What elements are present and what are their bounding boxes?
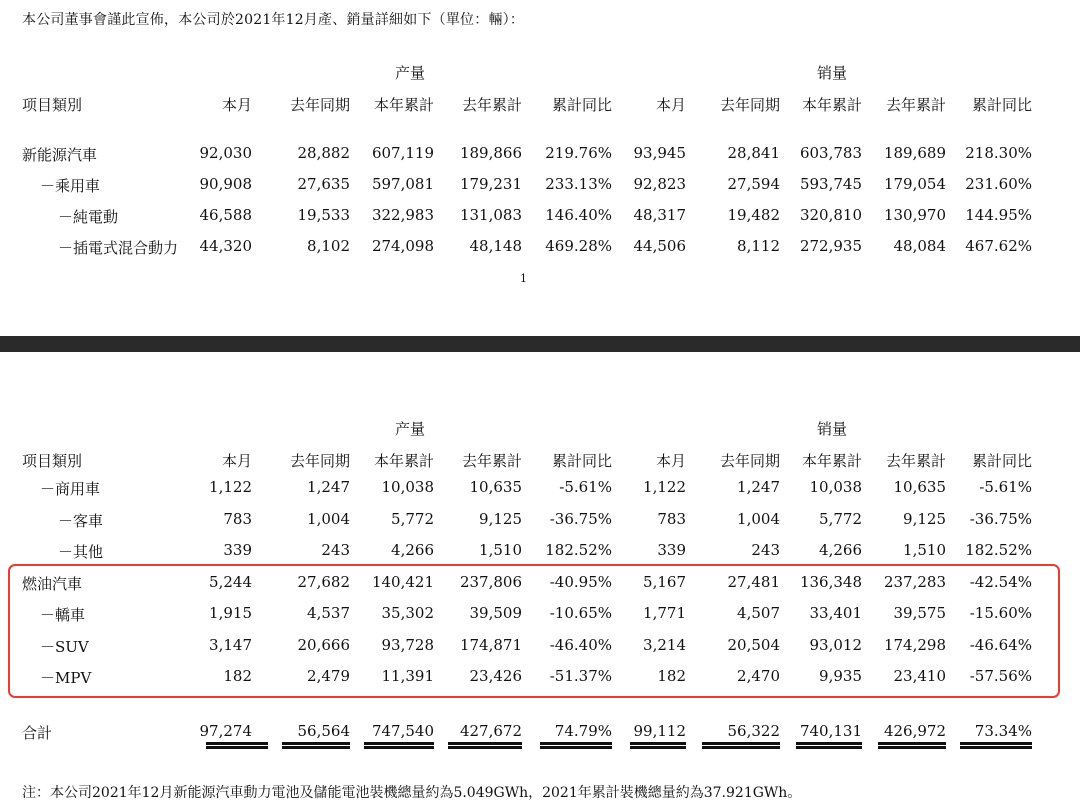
table-cell: 99,112: [633, 722, 686, 740]
row-label: －商用車: [40, 480, 101, 498]
double-underline: [630, 742, 686, 749]
table-cell: 5,772: [819, 509, 862, 528]
table-cell: 469.28%: [545, 237, 612, 255]
table-cell: 92,823: [633, 175, 686, 193]
double-underline: [960, 742, 1032, 749]
table-cell: 23,426: [469, 667, 522, 685]
column-header: 去年同期: [289, 96, 350, 114]
column-header: 去年同期: [719, 96, 780, 114]
table-cell: 48,084: [893, 237, 946, 255]
table-cell: 339: [223, 541, 252, 559]
group-header-sales: 销量: [816, 420, 847, 438]
table-cell: 44,320: [199, 237, 252, 255]
table-cell: 33,401: [809, 604, 862, 622]
row-label: 合計: [22, 724, 53, 742]
table-cell: 179,231: [459, 175, 522, 193]
total-row: [0, 722, 1080, 744]
row-label: －純電動: [58, 208, 119, 226]
table-cell: 747,540: [371, 722, 434, 740]
table-cell: -40.95%: [549, 572, 612, 591]
table-cell: 237,806: [459, 572, 522, 591]
table-cell: 174,298: [883, 635, 946, 654]
table-cell: 9,125: [479, 509, 522, 528]
column-header: 累計同比: [551, 96, 612, 114]
table-cell: 35,302: [381, 604, 434, 622]
table-cell: 4,266: [391, 541, 434, 559]
footnote: 注：本公司2021年12月新能源汽車動力電池及儲能電池裝機總量約為5.049GWh，2021年累計裝機總量約為37.921GWh。: [22, 785, 802, 801]
double-underline: [540, 742, 612, 749]
table-cell: 46,588: [199, 206, 252, 224]
column-header: 本年累計: [801, 96, 862, 114]
table-cell: 603,783: [799, 144, 862, 162]
double-underline: [282, 742, 350, 749]
table-cell: 5,772: [391, 509, 434, 528]
table-cell: 1,771: [643, 604, 686, 622]
column-header: 本年累計: [373, 96, 434, 114]
table-cell: 1,247: [307, 478, 350, 496]
table-cell: 136,348: [799, 572, 862, 591]
table-cell: 339: [657, 541, 686, 559]
table-cell: 1,122: [209, 478, 252, 496]
table-cell: 27,481: [727, 572, 780, 591]
row-label: －SUV: [40, 637, 89, 656]
table-row: [0, 144, 1080, 166]
page-number: 1: [520, 272, 527, 285]
table-cell: 9,125: [903, 509, 946, 528]
table-cell: 3,147: [209, 635, 252, 654]
table-cell: 92,030: [199, 144, 252, 162]
table-cell: 20,504: [727, 635, 780, 654]
double-underline: [702, 742, 780, 749]
table-cell: 11,391: [381, 667, 434, 685]
table-cell: 130,970: [883, 206, 946, 224]
double-underline: [448, 742, 522, 749]
table-cell: 19,482: [727, 206, 780, 224]
column-header: 累計同比: [551, 452, 612, 470]
table-cell: 1,122: [643, 478, 686, 496]
table-row: [0, 541, 1080, 563]
table-cell: 243: [751, 541, 780, 559]
table-cell: 8,112: [737, 237, 780, 255]
table-cell: 8,102: [307, 237, 350, 255]
table-cell: 97,274: [199, 722, 252, 740]
table-cell: 218.30%: [965, 144, 1032, 162]
column-header: 累計同比: [971, 452, 1032, 470]
column-header: 去年累計: [461, 96, 522, 114]
table-cell: 20,666: [297, 635, 350, 654]
table-cell: 23,410: [893, 667, 946, 685]
table-cell: 44,506: [633, 237, 686, 255]
table-cell: 39,575: [893, 604, 946, 622]
table-cell: 93,945: [633, 144, 686, 162]
column-header: 本月: [221, 452, 252, 470]
row-label: －客車: [58, 511, 104, 530]
table-cell: 179,054: [883, 175, 946, 193]
table-cell: 131,083: [459, 206, 522, 224]
table-cell: 140,421: [371, 572, 434, 591]
table-cell: 39,509: [469, 604, 522, 622]
table-row: [0, 478, 1080, 500]
table-cell: 5,167: [643, 572, 686, 591]
column-header: 本月: [655, 452, 686, 470]
table-cell: 274,098: [371, 237, 434, 255]
table-cell: 10,635: [469, 478, 522, 496]
table-cell: 219.76%: [545, 144, 612, 162]
table-cell: 231.60%: [965, 175, 1032, 193]
table-cell: -36.75%: [969, 509, 1032, 528]
group-header-production: 产量: [394, 420, 425, 438]
table-cell: 56,322: [727, 722, 780, 740]
column-header: 去年累計: [885, 452, 946, 470]
table-row: [0, 206, 1080, 228]
table-cell: 182: [657, 667, 686, 685]
row-label: －轎車: [40, 606, 86, 624]
intro-text: 本公司董事會謹此宣佈，本公司於2021年12月產、銷量詳細如下（單位：輛）：: [22, 12, 525, 28]
table-cell: 4,507: [737, 604, 780, 622]
table-cell: 10,635: [893, 478, 946, 496]
table-cell: 272,935: [799, 237, 862, 255]
table-cell: 1,915: [209, 604, 252, 622]
table-cell: 93,728: [381, 635, 434, 654]
table-cell: 233.13%: [545, 175, 612, 193]
column-header: 本月: [655, 96, 686, 114]
column-header: 去年同期: [289, 452, 350, 470]
table-cell: 243: [321, 541, 350, 559]
table-cell: 2,470: [737, 667, 780, 685]
table-header-row: [0, 94, 1080, 116]
table-header-row: [0, 450, 1080, 472]
table-cell: 48,317: [633, 206, 686, 224]
row-label: －乘用車: [40, 177, 101, 195]
double-underline: [206, 742, 268, 749]
table-cell: 27,594: [727, 175, 780, 193]
table-cell: 2,479: [307, 667, 350, 685]
table-cell: 48,148: [469, 237, 522, 255]
table-cell: 5,244: [209, 572, 252, 591]
group-header-sales: 销量: [816, 64, 847, 82]
table-cell: -51.37%: [549, 667, 612, 685]
table-cell: 593,745: [799, 175, 862, 193]
table-cell: 1,510: [903, 541, 946, 559]
table-cell: 4,537: [307, 604, 350, 622]
table-cell: 322,983: [371, 206, 434, 224]
table-cell: 427,672: [459, 722, 522, 740]
table-cell: 607,119: [371, 144, 434, 162]
table-cell: 19,533: [297, 206, 350, 224]
table-cell: -46.40%: [549, 635, 612, 654]
table-cell: -36.75%: [549, 509, 612, 528]
table-cell: 189,866: [459, 144, 522, 162]
column-header: 本年累計: [373, 452, 434, 470]
table-cell: 1,004: [307, 509, 350, 528]
highlight-box: [8, 564, 1060, 698]
row-label: －其他: [58, 543, 104, 561]
page-separator: [0, 336, 1080, 352]
table-row: [0, 510, 1080, 532]
table-cell: 10,038: [809, 478, 862, 496]
column-header: 去年累計: [885, 96, 946, 114]
group-header-production: 产量: [394, 64, 425, 82]
double-underline: [796, 742, 862, 749]
double-underline: [878, 742, 946, 749]
table-cell: 4,266: [819, 541, 862, 559]
table-cell: 73.34%: [974, 722, 1032, 740]
table-cell: 28,841: [727, 144, 780, 162]
table-cell: -46.64%: [969, 635, 1032, 654]
row-label: 燃油汽車: [22, 574, 83, 593]
table-cell: 740,131: [799, 722, 862, 740]
table-cell: 3,214: [643, 635, 686, 654]
table-cell: 182: [223, 667, 252, 685]
row-label: －插電式混合動力: [58, 239, 179, 257]
row-label: 新能源汽車: [22, 146, 98, 164]
table-row: [0, 237, 1080, 259]
table-cell: 56,564: [297, 722, 350, 740]
table-cell: 783: [657, 509, 686, 528]
table-cell: 1,004: [737, 509, 780, 528]
table-cell: 146.40%: [545, 206, 612, 224]
table-cell: -15.60%: [969, 604, 1032, 622]
table-cell: 174,871: [459, 635, 522, 654]
table-cell: 182.52%: [965, 541, 1032, 559]
column-header: 本月: [221, 96, 252, 114]
table-cell: 189,689: [883, 144, 946, 162]
column-header: 去年累計: [461, 452, 522, 470]
table-cell: -5.61%: [979, 478, 1032, 496]
table-cell: 28,882: [297, 144, 350, 162]
table-cell: 182.52%: [545, 541, 612, 559]
table-cell: 597,081: [371, 175, 434, 193]
table-cell: 27,635: [297, 175, 350, 193]
table-cell: -10.65%: [549, 604, 612, 622]
table-cell: -57.56%: [969, 667, 1032, 685]
table-cell: 144.95%: [965, 206, 1032, 224]
table-cell: -42.54%: [969, 572, 1032, 591]
table-cell: 27,682: [297, 572, 350, 591]
table-cell: 90,908: [199, 175, 252, 193]
column-header: 项目類別: [22, 96, 83, 114]
table-cell: 93,012: [809, 635, 862, 654]
table-row: [0, 175, 1080, 197]
table-cell: 1,247: [737, 478, 780, 496]
table-cell: 426,972: [883, 722, 946, 740]
table-cell: 74.79%: [554, 722, 612, 740]
column-header: 本年累計: [801, 452, 862, 470]
column-header: 累計同比: [971, 96, 1032, 114]
table-cell: 1,510: [479, 541, 522, 559]
column-header: 项目類別: [22, 452, 83, 470]
table-cell: 9,935: [819, 667, 862, 685]
double-underline: [364, 742, 434, 749]
table-cell: -5.61%: [559, 478, 612, 496]
table-cell: 237,283: [883, 572, 946, 591]
column-header: 去年同期: [719, 452, 780, 470]
table-cell: 467.62%: [965, 237, 1032, 255]
row-label: －MPV: [40, 669, 92, 687]
table-cell: 10,038: [381, 478, 434, 496]
table-cell: 320,810: [799, 206, 862, 224]
table-cell: 783: [223, 509, 252, 528]
